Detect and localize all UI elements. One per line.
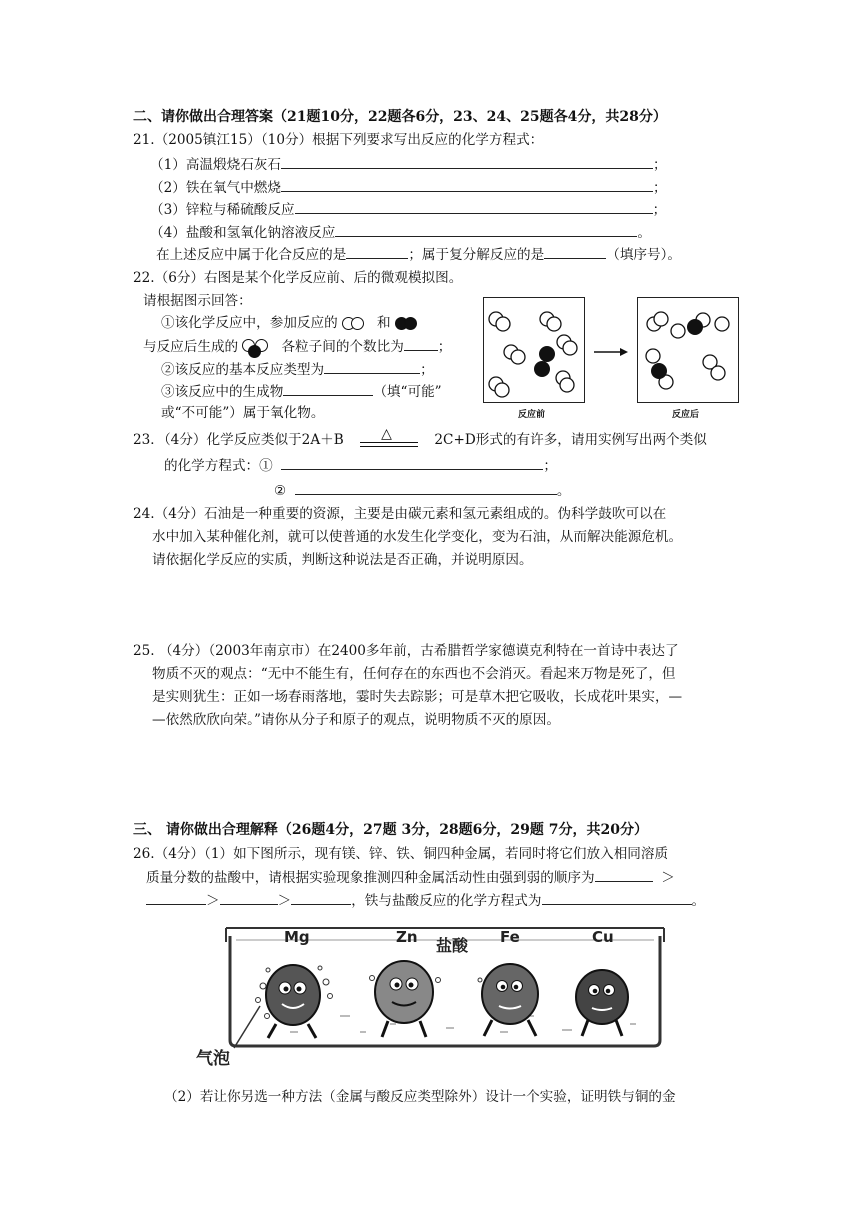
label-bubble: 气泡: [196, 1049, 230, 1069]
section2-title: 二、请你做出合理答案（21题10分，22题各6分，23、24、25题各4分，共28分）: [133, 109, 667, 125]
answer-blank[interactable]: [281, 177, 653, 192]
answer-blank[interactable]: [404, 336, 438, 351]
q22-line-1: ①该化学反应中，参加反应的 和: [161, 313, 417, 333]
magnesium-character-icon: [256, 965, 333, 1038]
q22-stem: 22.（6分）右图是某个化学反应前、后的微观模拟图。: [133, 270, 463, 286]
answer-blank[interactable]: [346, 244, 408, 259]
answer-blank[interactable]: [324, 359, 420, 374]
q21-item-3: （3）锌粒与稀硫酸反应 ；: [150, 199, 666, 220]
answer-blank[interactable]: [146, 890, 206, 905]
oxygen-molecule-icon: [342, 315, 364, 331]
q26-part-2: （2）若让你另选一种方法（金属与酸反应类型除外）设计一个实验，证明铁与铜的金: [164, 1089, 676, 1105]
q22-line-3: ②该反应的基本反应类型为 ；: [161, 359, 434, 380]
q21-stem: 21.（2005镇江15）（10分）根据下列要求写出反应的化学方程式：: [133, 132, 544, 148]
label-mg: Mg: [284, 928, 310, 946]
q22-line-2: 与反应后生成的 各粒子间的个数比为 ；: [143, 336, 451, 357]
answer-blank[interactable]: [295, 199, 653, 214]
answer-blank[interactable]: [542, 890, 692, 905]
label-acid: 盐酸: [436, 936, 469, 955]
product-molecule-icon: [242, 339, 268, 357]
carbon-molecule-icon: [395, 315, 417, 331]
before-reaction-particles: [484, 298, 584, 402]
q25-line-1: 25. （4分）（2003年南京市）在2400多年前，古希腊哲学家德谟克利特在一首诗中表达了: [133, 643, 679, 659]
after-reaction-particles: [638, 298, 738, 402]
answer-blank[interactable]: [281, 154, 653, 169]
q23-line-1: 23．（4分）化学反应类似于2A＋B △ 2C+D形式的有许多，请用实例写出两个类似: [133, 425, 707, 448]
copper-character-icon: [576, 970, 628, 1036]
q22-prompt: 请根据图示回答：: [143, 293, 252, 309]
heat-symbol: △: [381, 425, 392, 442]
q22-line-4: ③该反应中的生成物 （填“可能”: [161, 381, 442, 402]
label-fe: Fe: [500, 928, 520, 946]
answer-blank[interactable]: [335, 222, 637, 237]
answer-blank[interactable]: [544, 244, 606, 259]
zinc-character-icon: [370, 961, 441, 1037]
q26-line-2: 质量分数的盐酸中，请根据实验现象推测四种金属活动性由强到弱的顺序为 ＞: [146, 867, 675, 888]
q23-line-2: 的化学方程式：① ；: [164, 455, 557, 476]
metals-in-acid-illustration: [190, 920, 670, 1070]
answer-blank[interactable]: [281, 455, 543, 470]
q22-line-5: 或“不可能”）属于氧化物。: [161, 405, 325, 421]
label-zn: Zn: [396, 928, 418, 946]
q26-line-1: 26.（4分）（1）如下图所示，现有镁、锌、铁、铜四种金属，若同时将它们放入相同溶质: [133, 846, 669, 862]
q25-line-3: 是实则犹生：正如一场春雨落地，霎时失去踪影；可是草木把它吸收，长成花叶果实，—: [152, 689, 683, 705]
before-reaction-box: [483, 297, 585, 403]
iron-character-icon: [478, 964, 538, 1036]
q24-line-3: 请依据化学反应的实质，判断这种说法是否正确，并说明原因。: [152, 552, 533, 568]
after-reaction-box: [637, 297, 739, 403]
answer-blank[interactable]: [283, 381, 373, 396]
q25-line-4: —依然欣欣向荣。”请你从分子和原子的观点，说明物质不灭的原因。: [152, 712, 560, 728]
q21-summary: 在上述反应中属于化合反应的是 ；属于复分解反应的是 （填序号）。: [156, 244, 681, 265]
reaction-arrow-icon: [593, 345, 629, 359]
answer-blank[interactable]: [295, 480, 557, 495]
q23-line-3: ② 。: [274, 480, 570, 501]
q24-line-2: 水中加入某种催化剂，就可以使普通的水发生化学变化，变为石油，从而解决能源危机。: [152, 529, 683, 545]
answer-blank[interactable]: [595, 867, 653, 882]
answer-blank[interactable]: [220, 890, 278, 905]
q24-line-1: 24.（4分）石油是一种重要的资源，主要是由碳元素和氢元素组成的。伪科学鼓吹可以在: [133, 506, 667, 522]
before-reaction-caption: 反应前: [518, 410, 546, 420]
q25-line-2: 物质不灭的观点：“无中不能生有，任何存在的东西也不会消灭。看起来万物是死了，但: [152, 666, 676, 682]
section3-title: 三、 请你做出合理解释（26题4分，27题 3分，28题6分，29题 7分，共20分）: [133, 822, 648, 838]
after-reaction-caption: 反应后: [672, 410, 700, 420]
q21-item-2: （2）铁在氧气中燃烧 ；: [150, 177, 667, 198]
q26-line-3: ＞ ＞ ，铁与盐酸反应的化学方程式为 。: [146, 890, 705, 911]
answer-blank[interactable]: [291, 890, 351, 905]
label-cu: Cu: [592, 928, 614, 946]
q21-item-4: （4）盐酸和氢氧化钠溶液反应 。: [150, 222, 651, 243]
q21-item-1: （1）高温煅烧石灰石 ；: [150, 154, 667, 175]
reaction-condition: [360, 425, 418, 450]
